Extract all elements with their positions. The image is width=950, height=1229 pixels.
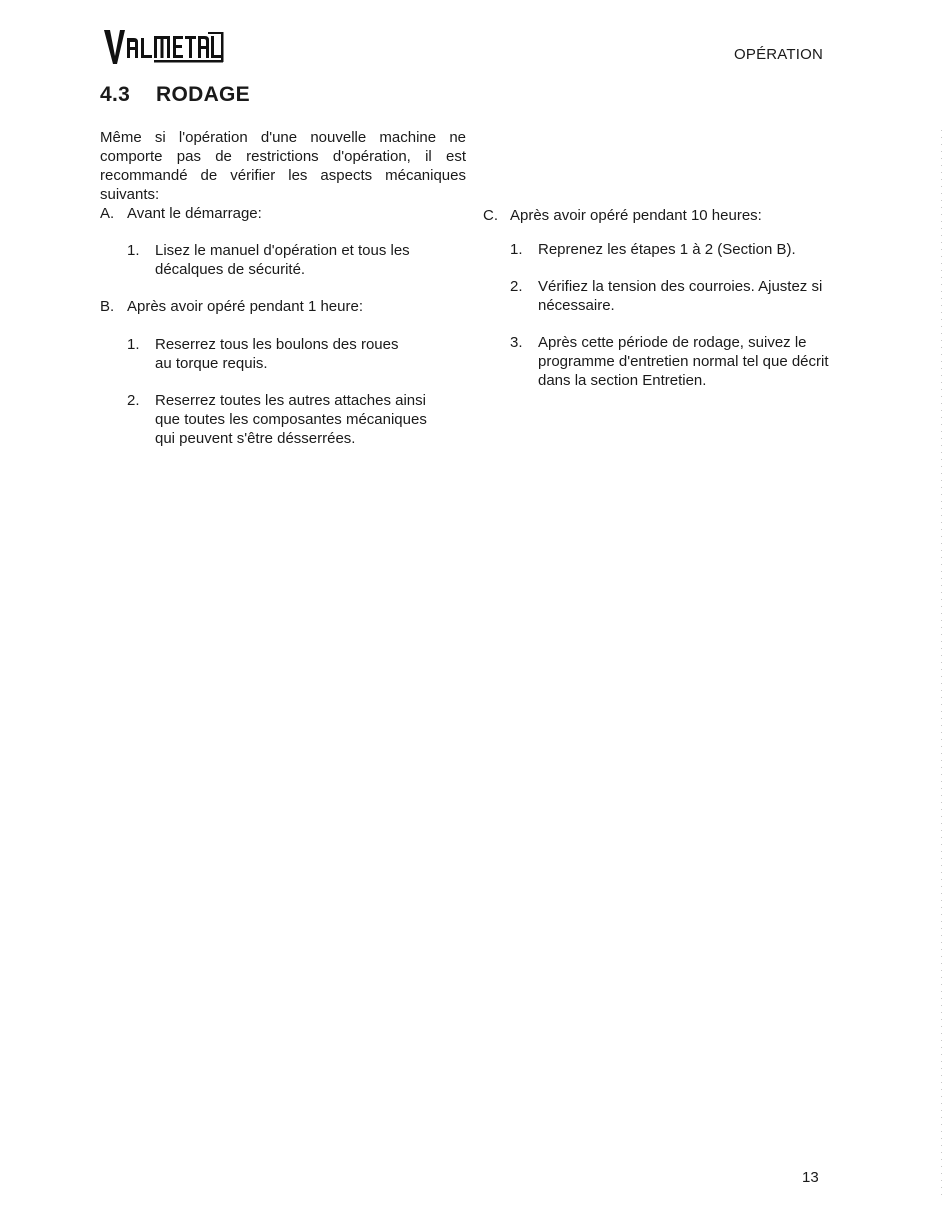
valmetal-logo — [104, 26, 228, 66]
group-a — [100, 204, 460, 279]
section-title: RODAGE — [156, 83, 250, 106]
right-column — [483, 206, 848, 390]
list-item — [483, 277, 848, 315]
item-number: 1. — [127, 336, 140, 353]
item-number: 1. — [127, 242, 140, 259]
list-item — [100, 335, 460, 373]
item-text: Après cette période de rodage, suivez le programme d'entretien normal tel que décrit dans la section Entretien. — [538, 334, 829, 389]
section-number: 4.3 — [100, 83, 131, 106]
list-item — [483, 333, 848, 390]
item-text: Reserrez tous les boulons des roues au torque requis. — [155, 336, 399, 372]
group-letter: B. — [100, 298, 115, 315]
item-text: Vérifiez la tension des courroies. Ajustez si nécessaire. — [538, 278, 823, 314]
item-number: 3. — [510, 334, 523, 351]
group-label: Après avoir opéré pendant 10 heures: — [510, 207, 762, 224]
list-item — [483, 240, 848, 259]
item-number: 2. — [510, 278, 523, 295]
item-text: Reserrez toutes les autres attaches ainsi que toutes les composantes mécaniques qui peuvent s'être désserrées. — [155, 392, 427, 447]
item-number: 2. — [127, 392, 140, 409]
scan-margin-line — [941, 130, 942, 1200]
group-letter: C. — [483, 207, 498, 224]
intro-paragraph: Même si l'opération d'une nouvelle machine ne comporte pas de restrictions d'opération, il est recommandé de vérifier les aspects mécaniques suivants: — [100, 129, 466, 203]
section-label: OPÉRATION — [734, 46, 824, 63]
group-label: Avant le démarrage: — [127, 205, 262, 222]
left-column — [100, 204, 460, 448]
item-text: Lisez le manuel d'opération et tous les décalques de sécurité. — [155, 242, 410, 278]
group-b — [100, 297, 460, 448]
list-item — [100, 241, 460, 279]
item-number: 1. — [510, 241, 523, 258]
group-letter: A. — [100, 205, 115, 222]
group-c — [483, 206, 848, 390]
group-label: Après avoir opéré pendant 1 heure: — [127, 298, 363, 315]
item-text: Reprenez les étapes 1 à 2 (Section B). — [538, 241, 796, 258]
list-item — [100, 391, 460, 448]
page-number: 13 — [802, 1169, 819, 1186]
page-title — [100, 83, 250, 107]
